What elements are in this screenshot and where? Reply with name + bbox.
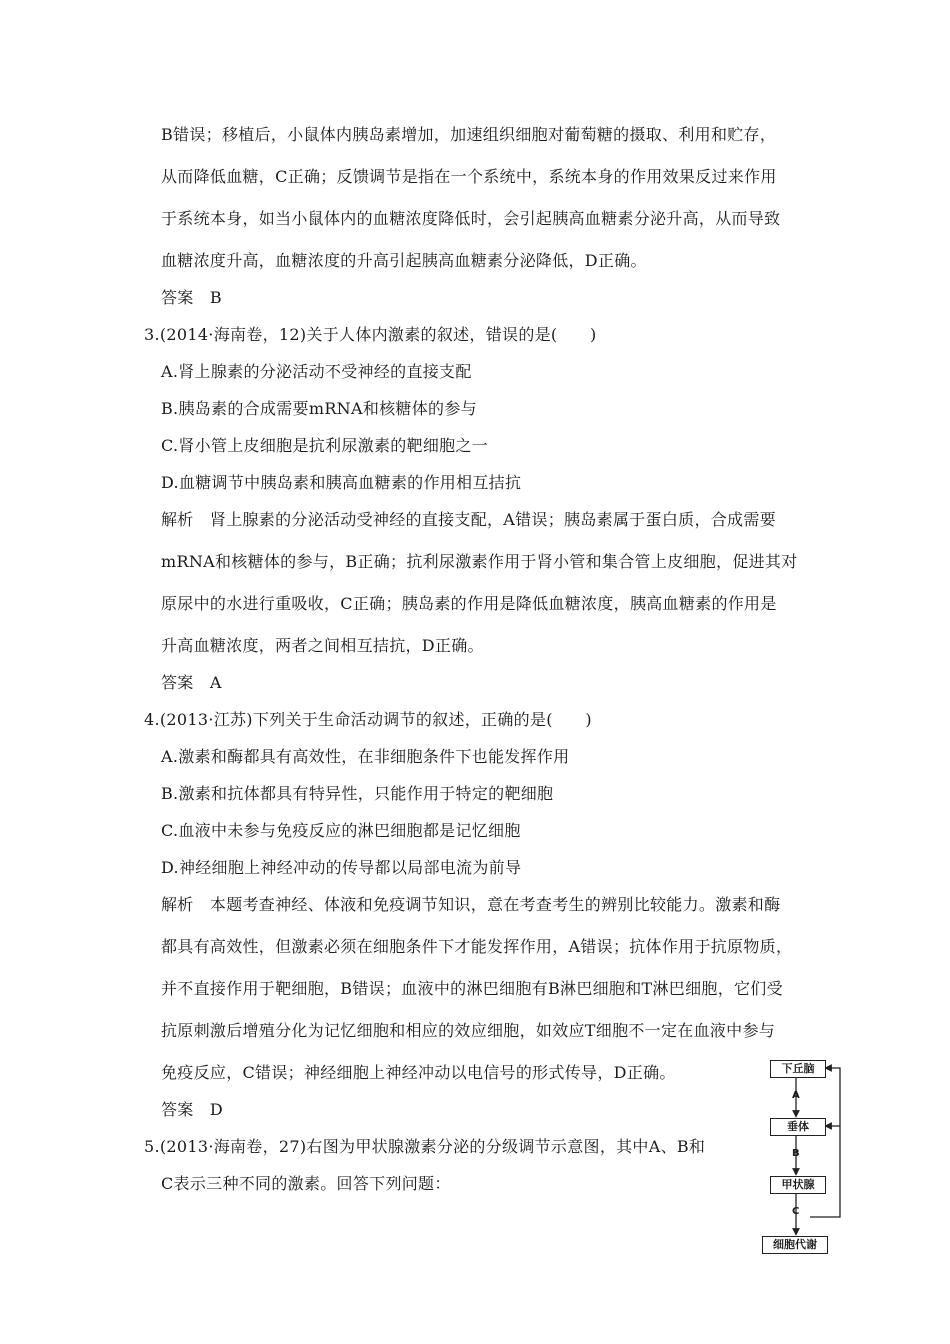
question-stem-cont: C表示三种不同的激素。回答下列问题： [161, 1174, 451, 1193]
text-line: 于系统本身，如当小鼠体内的血糖浓度降低时，会引起胰高血糖素分泌升高，从而导致 [161, 209, 781, 228]
answer-line: 答案 B [161, 288, 222, 307]
answer-line: 答案 D [161, 1100, 224, 1119]
thyroid-box: 甲状腺 [770, 1176, 826, 1194]
thyroid-regulation-diagram [760, 1056, 850, 1261]
text-line: B错误；移植后，小鼠体内胰岛素增加，加速组织细胞对葡萄糖的摄取、利用和贮存， [161, 125, 777, 144]
analysis-line: 解析 肾上腺素的分泌活动受神经的直接支配，A错误；胰岛素属于蛋白质，合成需要 [161, 510, 776, 529]
pituitary-box: 垂体 [770, 1118, 826, 1136]
hypothalamus-box: 下丘脑 [770, 1060, 826, 1078]
analysis-line: 并不直接作用于靶细胞，B错误；血液中的淋巴细胞有B淋巴细胞和T淋巴细胞，它们受 [161, 979, 783, 998]
analysis-line: 解析 本题考查神经、体液和免疫调节知识，意在考查考生的辨别比较能力。激素和酶 [161, 895, 781, 914]
analysis-line: 免疫反应，C错误；神经细胞上神经冲动以电信号的形式传导，D正确。 [161, 1063, 676, 1082]
analysis-line: 都具有高效性，但激素必须在细胞条件下才能发挥作用，A错误；抗体作用于抗原物质， [161, 937, 793, 956]
diagram-arrows [760, 1056, 850, 1261]
option-d: D.神经细胞上神经冲动的传导都以局部电流为前导 [161, 858, 522, 877]
option-b: B.激素和抗体都具有特异性，只能作用于特定的靶细胞 [161, 784, 554, 803]
option-a: A.肾上腺素的分泌活动不受神经的直接支配 [161, 362, 472, 381]
text-line: 从而降低血糖，C正确；反馈调节是指在一个系统中，系统本身的作用效果反过来作用 [161, 167, 777, 186]
answer-line: 答案 A [161, 673, 222, 692]
analysis-line: 抗原刺激后增殖分化为记忆细胞和相应的效应细胞，如效应T细胞不一定在血液中参与 [161, 1021, 776, 1040]
hormone-a-label: A [792, 1090, 800, 1101]
option-c: C.肾小管上皮细胞是抗利尿激素的靶细胞之一 [161, 436, 489, 455]
question-stem: 5.(2013·海南卷，27)右图为甲状腺激素分泌的分级调节示意图，其中A、B和 [144, 1137, 706, 1156]
hormone-c-label: C [792, 1206, 800, 1217]
analysis-line: 升高血糖浓度，两者之间相互拮抗，D正确。 [161, 636, 484, 655]
option-c: C.血液中未参与免疫反应的淋巴细胞都是记忆细胞 [161, 821, 521, 840]
option-b: B.胰岛素的合成需要mRNA和核糖体的参与 [161, 399, 477, 418]
question-stem: 4.(2013·江苏)下列关于生命活动调节的叙述，正确的是( ) [144, 710, 592, 729]
analysis-line: mRNA和核糖体的参与，B正确；抗利尿激素作用于肾小管和集合管上皮细胞，促进其对 [161, 552, 798, 571]
text-line: 血糖浓度升高，血糖浓度的升高引起胰高血糖素分泌降低，D正确。 [161, 251, 647, 270]
cell-metabolism-box: 细胞代谢 [762, 1236, 828, 1254]
option-d: D.血糖调节中胰岛素和胰高血糖素的作用相互拮抗 [161, 473, 522, 492]
hormone-b-label: B [792, 1148, 800, 1159]
analysis-line: 原尿中的水进行重吸收，C正确；胰岛素的作用是降低血糖浓度，胰高血糖素的作用是 [161, 594, 777, 613]
option-a: A.激素和酶都具有高效性，在非细胞条件下也能发挥作用 [161, 747, 570, 766]
question-stem: 3.(2014·海南卷，12)关于人体内激素的叙述，错误的是( ) [144, 325, 597, 344]
